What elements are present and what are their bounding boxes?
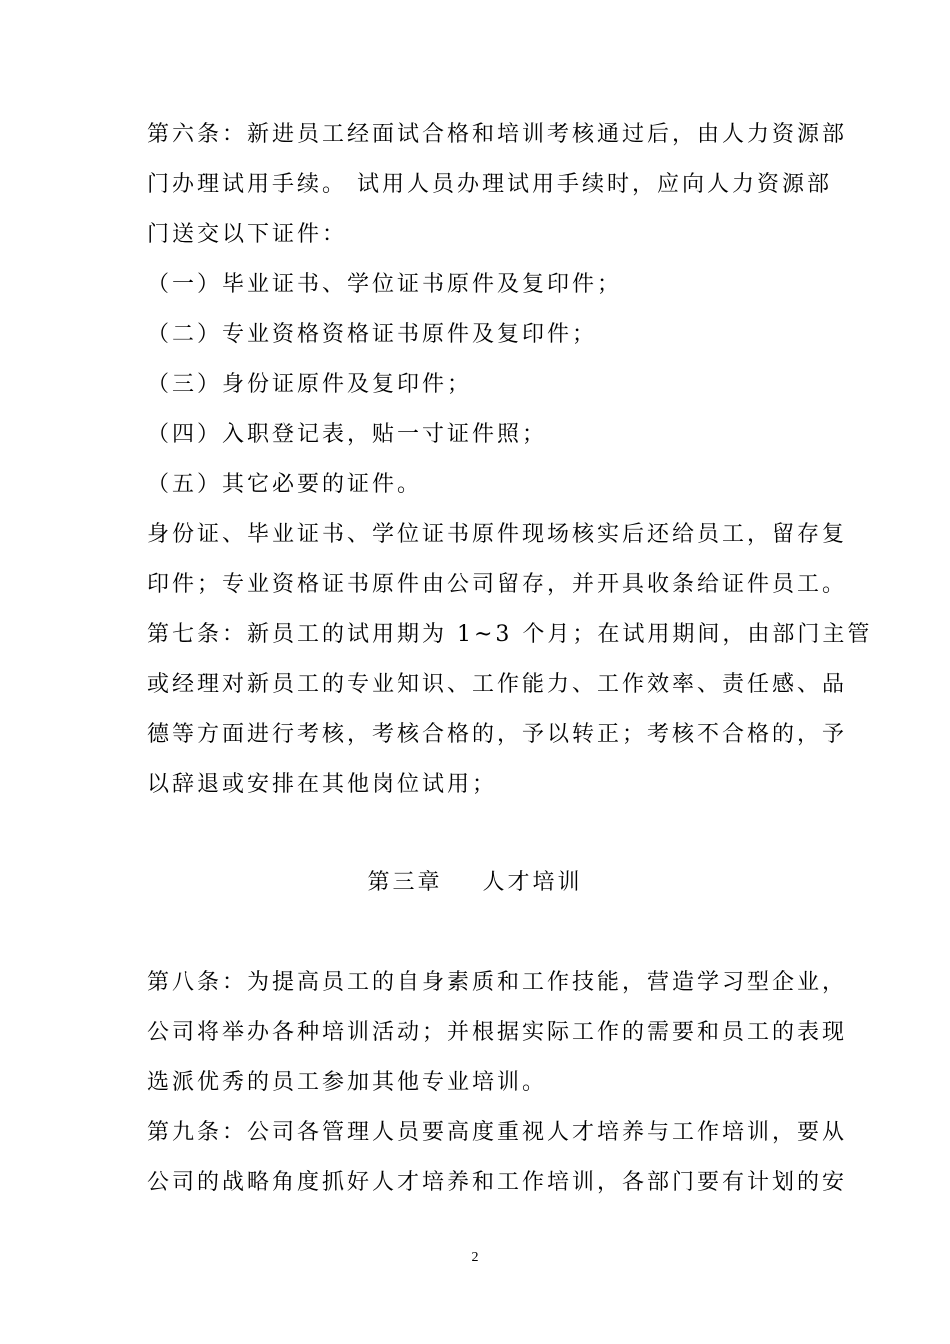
text-line: 选派优秀的员工参加其他专业培训。 xyxy=(147,1070,548,1095)
text-line: 第八条：为提高员工的自身素质和工作技能，营造学习型企业， xyxy=(147,970,848,995)
text-line: 门送交以下证件： xyxy=(147,222,348,247)
list-item: （一）毕业证书、学位证书原件及复印件； xyxy=(147,272,623,297)
text-line: 以辞退或安排在其他岗位试用； xyxy=(147,772,498,797)
text-line: 第七条：新员工的试用期为 1~3 个月；在试用期间，由部门主管 xyxy=(147,622,873,647)
text-line: 印件；专业资格证书原件由公司留存，并开具收条给证件员工。 xyxy=(147,572,848,597)
text-line: 或经理对新员工的专业知识、工作能力、工作效率、责任感、品 xyxy=(147,672,848,697)
text-line: 第九条：公司各管理人员要高度重视人才培养与工作培训，要从 xyxy=(147,1120,848,1145)
list-item: （四）入职登记表，贴一寸证件照； xyxy=(147,422,548,447)
text-line: 德等方面进行考核，考核合格的，予以转正；考核不合格的，予 xyxy=(147,722,848,747)
chapter-heading: 第三章 人才培训 xyxy=(367,870,583,895)
list-item: （五）其它必要的证件。 xyxy=(147,472,423,497)
text-line: 第六条：新进员工经面试合格和培训考核通过后，由人力资源部 xyxy=(147,122,848,147)
text-line: 门办理试用手续。 试用人员办理试用手续时，应向人力资源部 xyxy=(147,172,832,197)
text-line: 公司的战略角度抓好人才培养和工作培训，各部门要有计划的安 xyxy=(147,1170,848,1195)
page-number: 2 xyxy=(471,1250,479,1265)
list-item: （二）专业资格资格证书原件及复印件； xyxy=(147,322,598,347)
text-line: 身份证、毕业证书、学位证书原件现场核实后还给员工，留存复 xyxy=(147,522,848,547)
list-item: （三）身份证原件及复印件； xyxy=(147,372,473,397)
text-line: 公司将举办各种培训活动；并根据实际工作的需要和员工的表现 xyxy=(147,1020,848,1045)
